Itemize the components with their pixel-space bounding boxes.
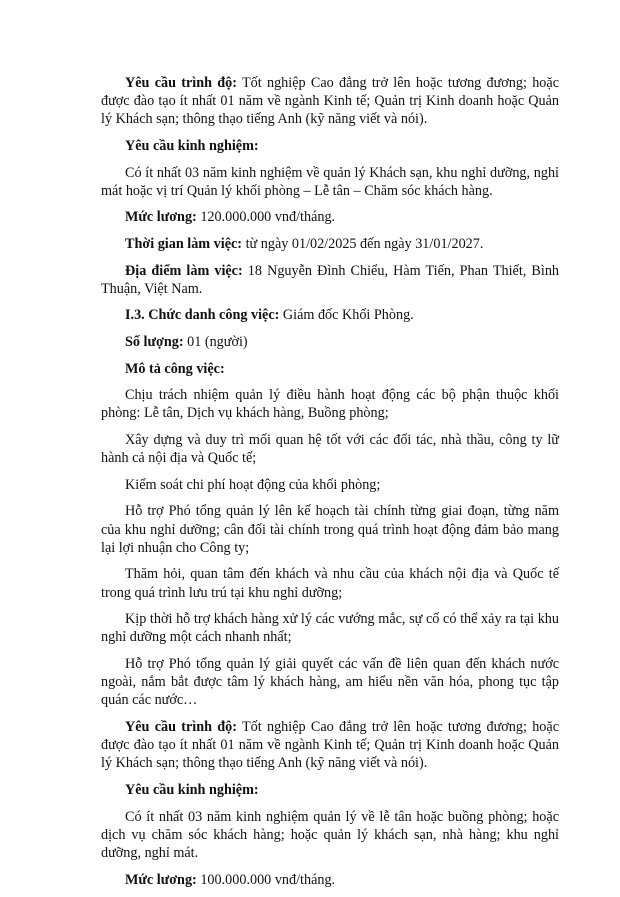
paragraph-salary-1 bbox=[101, 208, 559, 226]
document-body bbox=[101, 74, 559, 897]
paragraph-text: Hỗ trợ Phó tổng quản lý lên kế hoạch tài chính từng giai đoạn, từng năm của khu nghỉ dưỡng; cân đối tài chính trong quá trình hoạt động đảm bảo mang lại lợi nhuận cho Công ty; bbox=[101, 503, 559, 556]
paragraph-label: Yêu cầu kinh nghiệm: bbox=[125, 138, 259, 154]
paragraph-text: 18 Nguyễn Đình Chiểu, Hàm Tiến, Phan Thiết, Bình Thuận, Việt Nam. bbox=[101, 262, 560, 297]
paragraph-education-requirement-2 bbox=[101, 718, 559, 773]
paragraph-text: Tốt nghiệp Cao đẳng trở lên hoặc tương đương; hoặc được đào tạo ít nhất 01 năm về ngành Kinh tế; Quản trị Kinh doanh hoặc Quản lý Khách sạn; thông thạo tiếng Anh (kỹ năng viết và nói). bbox=[101, 718, 559, 772]
paragraph-text: Giám đốc Khối Phòng. bbox=[279, 307, 414, 324]
paragraph-text: Kịp thời hỗ trợ khách hàng xử lý các vướng mắc, sự cố có thể xảy ra tại khu nghỉ dưỡng một cách nhanh nhất; bbox=[101, 611, 559, 646]
paragraph-text: từ ngày 01/02/2025 đến ngày 31/01/2027. bbox=[242, 235, 484, 252]
paragraph-text: 100.000.000 vnđ/tháng. bbox=[196, 871, 336, 888]
paragraph-text: Hỗ trợ Phó tổng quản lý giải quyết các vấn đề liên quan đến khách nước ngoài, nắm bắt được tâm lý khách hàng, am hiểu nền văn hóa, phong tục tập quán các nước… bbox=[101, 655, 559, 709]
paragraph-education-requirement-1 bbox=[101, 74, 559, 129]
paragraph-label: Mức lương: bbox=[125, 209, 197, 226]
paragraph-experience-detail-2 bbox=[101, 808, 559, 863]
paragraph-duty-1 bbox=[101, 386, 559, 422]
paragraph-label: Yêu cầu kinh nghiệm: bbox=[125, 781, 259, 798]
paragraph-text: Có ít nhất 03 năm kinh nghiệm về quản lý Khách sạn, khu nghỉ dưỡng, nghỉ mát hoặc vị trí Quản lý khối phòng – Lễ tân – Chăm sóc khách hàng. bbox=[101, 164, 559, 199]
paragraph-label: Địa điểm làm việc: bbox=[125, 262, 243, 279]
paragraph-label: Yêu cầu trình độ: bbox=[125, 75, 237, 91]
paragraph-duty-7 bbox=[101, 655, 559, 710]
paragraph-text: Thăm hỏi, quan tâm đến khách và nhu cầu của khách nội địa và Quốc tế trong quá trình lưu trú tại khu nghỉ dưỡng; bbox=[101, 566, 559, 601]
paragraph-text: Tốt nghiệp Cao đẳng trở lên hoặc tương đương; hoặc được đào tạo ít nhất 01 năm về ngành Kinh tế; Quản trị Kinh doanh hoặc Quản lý Khách sạn; thông thạo tiếng Anh (kỹ năng viết và nói). bbox=[101, 75, 559, 128]
paragraph-work-location bbox=[101, 262, 559, 298]
paragraph-duty-5 bbox=[101, 565, 559, 601]
paragraph-label: Mô tả công việc: bbox=[125, 360, 225, 377]
paragraph-duty-6 bbox=[101, 610, 559, 646]
paragraph-label: Yêu cầu trình độ: bbox=[125, 718, 237, 735]
paragraph-duty-4 bbox=[101, 502, 559, 557]
paragraph-text: Có ít nhất 03 năm kinh nghiệm quản lý về lễ tân hoặc buồng phòng; hoặc dịch vụ chăm sóc khách hàng; hoặc quản lý khách sạn, nhà hàng; khu nghỉ dưỡng, nghỉ mát. bbox=[101, 808, 559, 861]
paragraph-experience-heading-1 bbox=[101, 137, 559, 155]
paragraph-job-description-heading bbox=[101, 360, 559, 378]
paragraph-text: Xây dựng và duy trì mối quan hệ tốt với các đối tác, nhà thầu, công ty lữ hành cả nội địa và Quốc tế; bbox=[101, 431, 559, 467]
paragraph-salary-2 bbox=[101, 871, 559, 889]
paragraph-text: Kiểm soát chi phí hoạt động của khối phòng; bbox=[125, 476, 381, 493]
paragraph-label: Thời gian làm việc: bbox=[125, 235, 243, 252]
paragraph-text: 120.000.000 vnđ/tháng. bbox=[196, 209, 336, 226]
paragraph-label: Mức lương: bbox=[125, 871, 197, 888]
paragraph-label: I.3. Chức danh công việc: bbox=[125, 307, 280, 324]
paragraph-job-title bbox=[101, 306, 559, 324]
paragraph-experience-detail-1 bbox=[101, 164, 559, 200]
paragraph-experience-heading-2 bbox=[101, 781, 559, 799]
paragraph-text: 01 (người) bbox=[183, 333, 248, 350]
paragraph-label: Số lượng: bbox=[125, 333, 184, 350]
paragraph-duty-2 bbox=[101, 431, 559, 467]
paragraph-quantity bbox=[101, 333, 559, 351]
paragraph-working-time bbox=[101, 235, 559, 253]
paragraph-text: Chịu trách nhiệm quản lý điều hành hoạt động các bộ phận thuộc khối phòng: Lễ tân, Dịch vụ khách hàng, Buồng phòng; bbox=[101, 387, 559, 422]
paragraph-duty-3 bbox=[101, 476, 559, 494]
